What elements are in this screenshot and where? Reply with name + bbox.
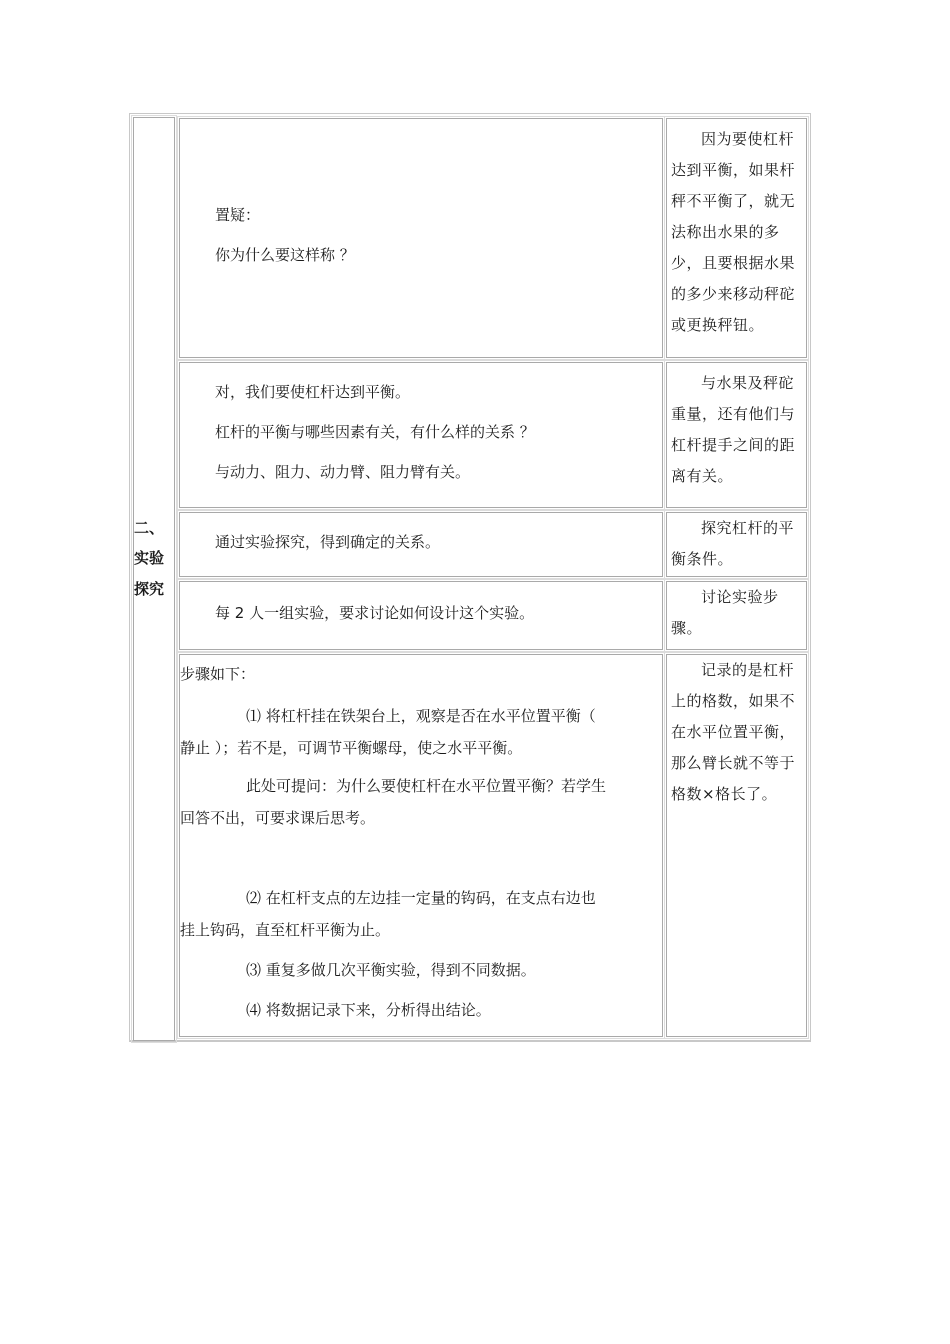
step-1-line-2: 静止 ）；若不是，可调节平衡螺母，使之水平平衡。: [180, 739, 523, 757]
section-name-line1: 实验: [134, 549, 165, 567]
step-2-line-2: 挂上钩码，直至杠杆平衡为止。: [180, 921, 391, 939]
row-5-response: 记录的是杠杆上的格数，如果不在水平位置平衡，那么臂长就不等于格数×格长了。: [671, 661, 796, 803]
main-cell-row-4: [179, 581, 663, 650]
main-cell-row-3: [179, 512, 663, 577]
step-4: ⑷ 将数据记录下来，分析得出结论。: [246, 1001, 491, 1019]
step-note-line-1: 此处可提问：为什么要使杠杆在水平位置平衡？若学生: [246, 777, 607, 795]
side-cell-row-4: [666, 581, 807, 650]
row-3-line-1: 通过实验探究，得到确定的关系。: [215, 533, 441, 551]
side-cell-row-3: [666, 512, 807, 577]
row-2-response: 与水果及秤砣重量，还有他们与杠杆提手之间的距离有关。: [671, 374, 796, 485]
row-1-line-2: 你为什么要这样称 ？: [215, 246, 355, 264]
step-3: ⑶ 重复多做几次平衡实验，得到不同数据。: [246, 961, 536, 979]
row-4-response: 讨论实验步骤。: [671, 588, 779, 637]
main-cell-row-1: [179, 118, 663, 358]
row-3-response: 探究杠杆的平衡条件。: [671, 519, 795, 568]
row-1-response: 因为要使杠杆达到平衡，如果杆秤不平衡了，就无法称出水果的多少，且要根据水果的多少来移动秤砣或更换秤钮。: [671, 130, 796, 334]
main-cell-row-5: [179, 654, 663, 1037]
side-cell-row-5: [666, 654, 807, 1037]
row-1-line-1: 置疑：: [215, 206, 261, 224]
step-note-line-2: 回答不出，可要求课后思考。: [180, 809, 376, 827]
steps-heading: 步骤如下：: [180, 665, 256, 683]
section-name-line2: 探究: [134, 580, 165, 598]
side-cell-row-1: [666, 118, 807, 358]
section-number: 二、: [134, 519, 165, 537]
row-4-line-1: 每 2 人一组实验，要求讨论如何设计这个实验。: [215, 604, 535, 622]
step-1-line-1: ⑴ 将杠杆挂在铁架台上，观察是否在水平位置平衡（: [246, 707, 596, 725]
side-cell-row-2: [666, 362, 807, 508]
row-2-line-3: 与动力、阻力、动力臂、阻力臂有关。: [215, 463, 471, 481]
main-cell-row-2: [179, 362, 663, 508]
row-2-line-1: 对，我们要使杠杆达到平衡。: [215, 383, 411, 401]
row-2-line-2: 杠杆的平衡与哪些因素有关，有什么样的关系 ？: [215, 423, 535, 441]
step-2-line-1: ⑵ 在杠杆支点的左边挂一定量的钩码，在支点右边也: [246, 889, 596, 907]
